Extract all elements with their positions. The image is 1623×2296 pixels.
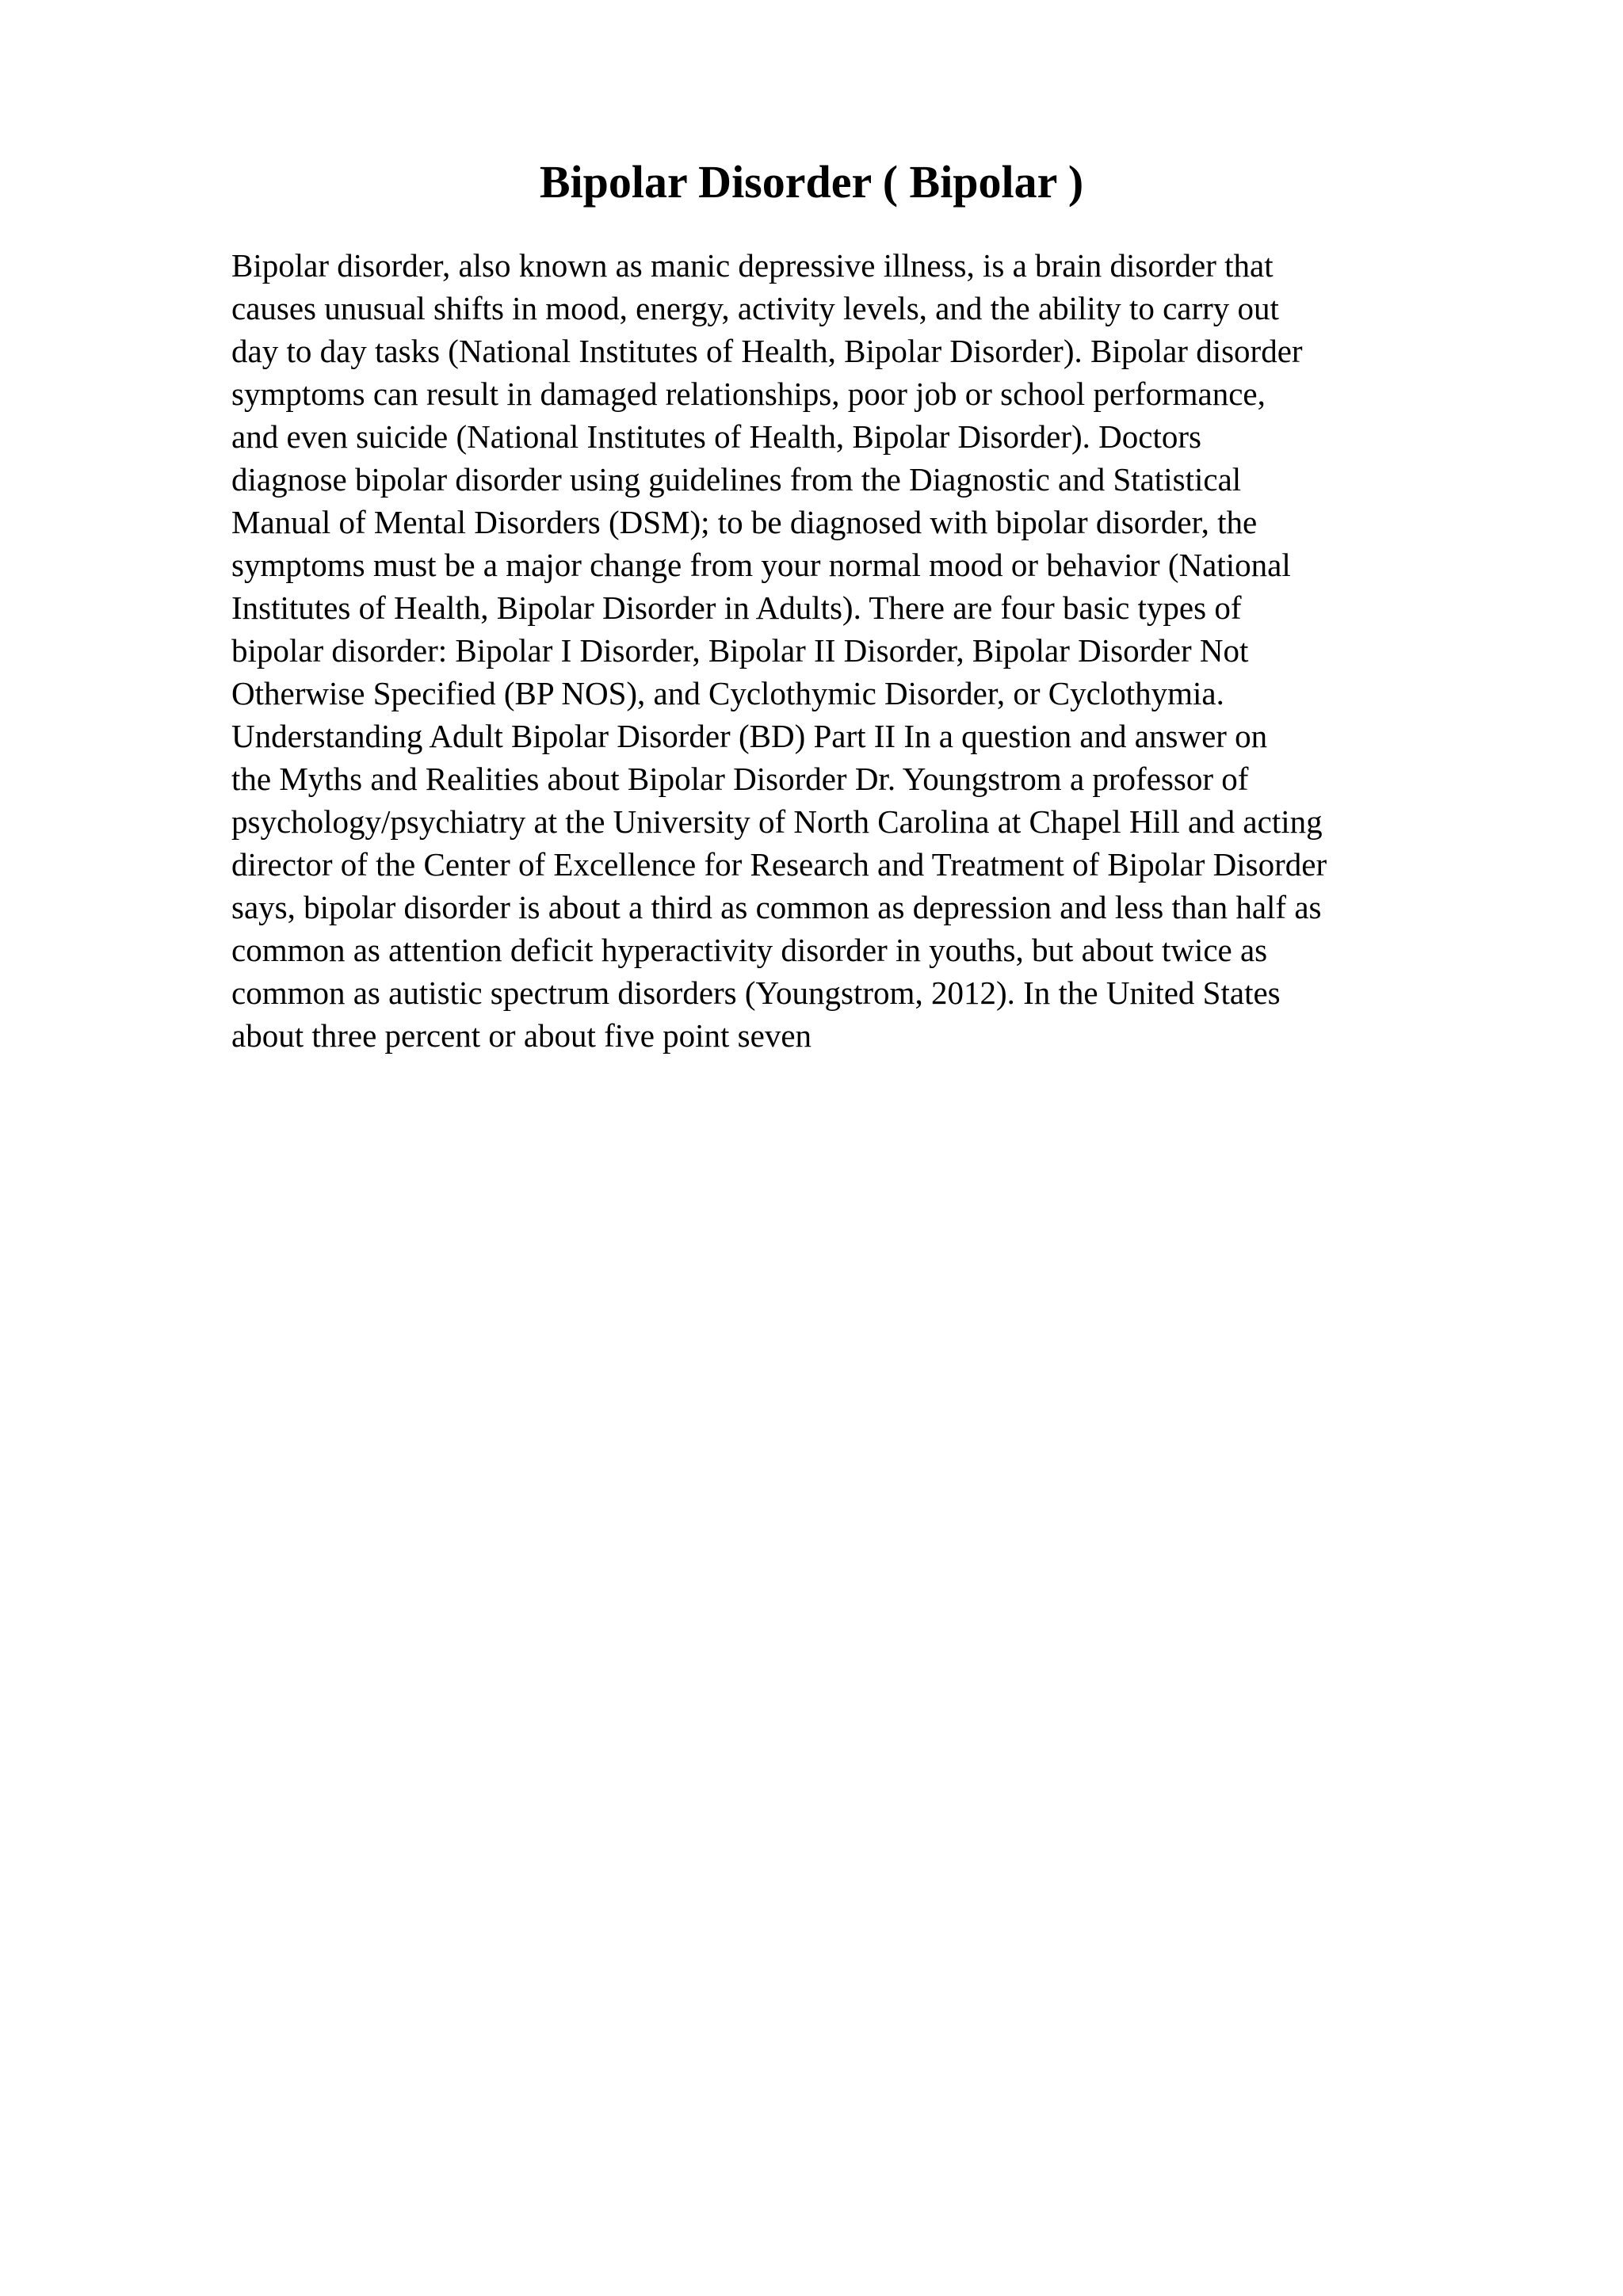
document-title: Bipolar Disorder ( Bipolar ) <box>539 156 1084 208</box>
body-line: Otherwise Specified (BP NOS), and Cyclothymic Disorder, or Cyclothymia. <box>231 675 1224 711</box>
body-line: day to day tasks (National Institutes of Health, Bipolar Disorder). Bipolar disorder <box>231 333 1303 369</box>
body-line: about three percent or about five point seven <box>231 1017 812 1054</box>
body-line: common as attention deficit hyperactivity disorder in youths, but about twice as <box>231 932 1268 968</box>
body-line: Institutes of Health, Bipolar Disorder in Adults). There are four basic types of <box>231 589 1242 626</box>
body-line: Understanding Adult Bipolar Disorder (BD) Part II In a question and answer on <box>231 718 1268 754</box>
document-body <box>231 244 1499 1057</box>
body-line: symptoms can result in damaged relationships, poor job or school performance, <box>231 376 1266 412</box>
body-line: causes unusual shifts in mood, energy, activity levels, and the ability to carry out <box>231 290 1279 326</box>
body-line: common as autistic spectrum disorders (Youngstrom, 2012). In the United States <box>231 974 1281 1011</box>
body-line: Manual of Mental Disorders (DSM); to be diagnosed with bipolar disorder, the <box>231 504 1258 540</box>
body-line: diagnose bipolar disorder using guidelines from the Diagnostic and Statistical <box>231 461 1242 498</box>
body-line: psychology/psychiatry at the University of North Carolina at Chapel Hill and acting <box>231 803 1323 840</box>
body-line: Bipolar disorder, also known as manic depressive illness, is a brain disorder that <box>231 247 1274 284</box>
body-line: symptoms must be a major change from your normal mood or behavior (National <box>231 547 1291 583</box>
body-line: the Myths and Realities about Bipolar Disorder Dr. Youngstrom a professor of <box>231 761 1249 797</box>
body-line: bipolar disorder: Bipolar I Disorder, Bipolar II Disorder, Bipolar Disorder Not <box>231 632 1249 669</box>
body-line: director of the Center of Excellence for Research and Treatment of Bipolar Disorder <box>231 846 1327 883</box>
body-line: says, bipolar disorder is about a third as common as depression and less than half as <box>231 889 1322 925</box>
body-line: and even suicide (National Institutes of Health, Bipolar Disorder). Doctors <box>231 418 1201 455</box>
